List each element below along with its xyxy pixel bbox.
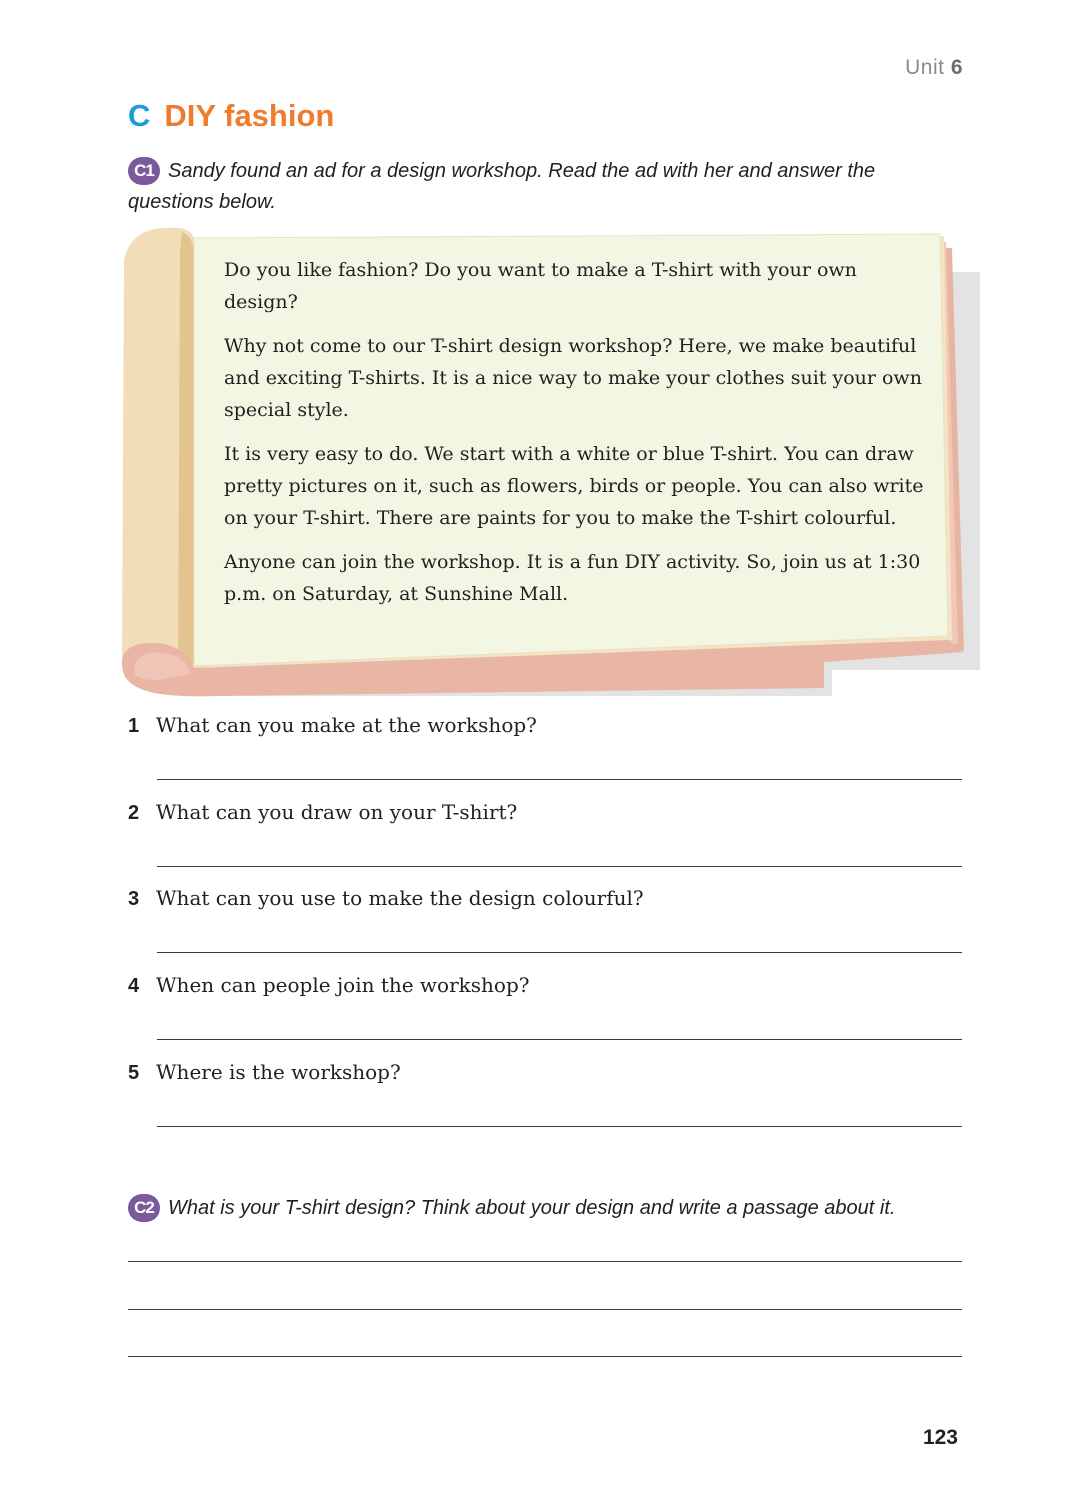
ad-text <box>224 254 924 622</box>
ad-paragraph-1: Do you like fashion? Do you want to make a T-shirt with your own design? <box>224 259 857 313</box>
writing-line-1[interactable] <box>128 1261 962 1262</box>
question-text: When can people join the workshop? <box>156 973 530 997</box>
question-number: 5 <box>128 1062 140 1084</box>
writing-line-3[interactable] <box>128 1356 962 1357</box>
question-text: What can you use to make the design colourful? <box>156 886 644 910</box>
question-number: 4 <box>128 975 140 997</box>
c2-instruction-text: What is your T-shirt design? Think about your design and write a passage about it. <box>168 1197 896 1219</box>
writing-line-2[interactable] <box>128 1309 962 1310</box>
ad-paragraph-4: Anyone can join the workshop. It is a fun DIY activity. So, join us at 1:30 p.m. on Saturday, at Sunshine Mall. <box>224 551 921 605</box>
question-4 <box>128 973 530 998</box>
c1-badge: C1 <box>128 157 160 185</box>
answer-line-3[interactable] <box>157 952 962 953</box>
question-number: 3 <box>128 888 140 910</box>
ad-paragraph-2: Why not come to our T-shirt design workshop? Here, we make beautiful and exciting T-shirts. It is a nice way to make your clothes suit your own special style. <box>224 335 922 421</box>
c1-instruction-text: Sandy found an ad for a design workshop. Read the ad with her and answer the questions below. <box>128 160 876 213</box>
question-text: What can you make at the workshop? <box>156 713 537 737</box>
section-name: DIY fashion <box>164 98 335 133</box>
question-2 <box>128 800 517 825</box>
answer-line-1[interactable] <box>157 779 962 780</box>
c2-badge: C2 <box>128 1194 160 1222</box>
question-text: Where is the workshop? <box>156 1060 401 1084</box>
answer-line-5[interactable] <box>157 1126 962 1127</box>
section-letter: C <box>128 98 151 133</box>
ad-paragraph-3: It is very easy to do. We start with a white or blue T-shirt. You can draw pretty pictures on it, such as flowers, birds or people. You can also write on your T-shirt. There are paints for you to make the T-shirt colourful. <box>224 443 924 529</box>
c1-instruction <box>128 156 928 218</box>
answer-line-4[interactable] <box>157 1039 962 1040</box>
c2-instruction <box>128 1193 968 1224</box>
question-number: 2 <box>128 802 140 824</box>
section-title <box>128 98 334 134</box>
question-5 <box>128 1060 401 1085</box>
unit-label-text: Unit <box>905 56 945 79</box>
question-3 <box>128 886 644 911</box>
page-number: 123 <box>922 1426 958 1449</box>
unit-label <box>905 56 963 80</box>
answer-line-2[interactable] <box>157 866 962 867</box>
question-1 <box>128 713 537 738</box>
question-text: What can you draw on your T-shirt? <box>156 800 518 824</box>
question-number: 1 <box>128 715 140 737</box>
advertisement <box>118 222 984 702</box>
unit-number: 6 <box>950 56 963 79</box>
